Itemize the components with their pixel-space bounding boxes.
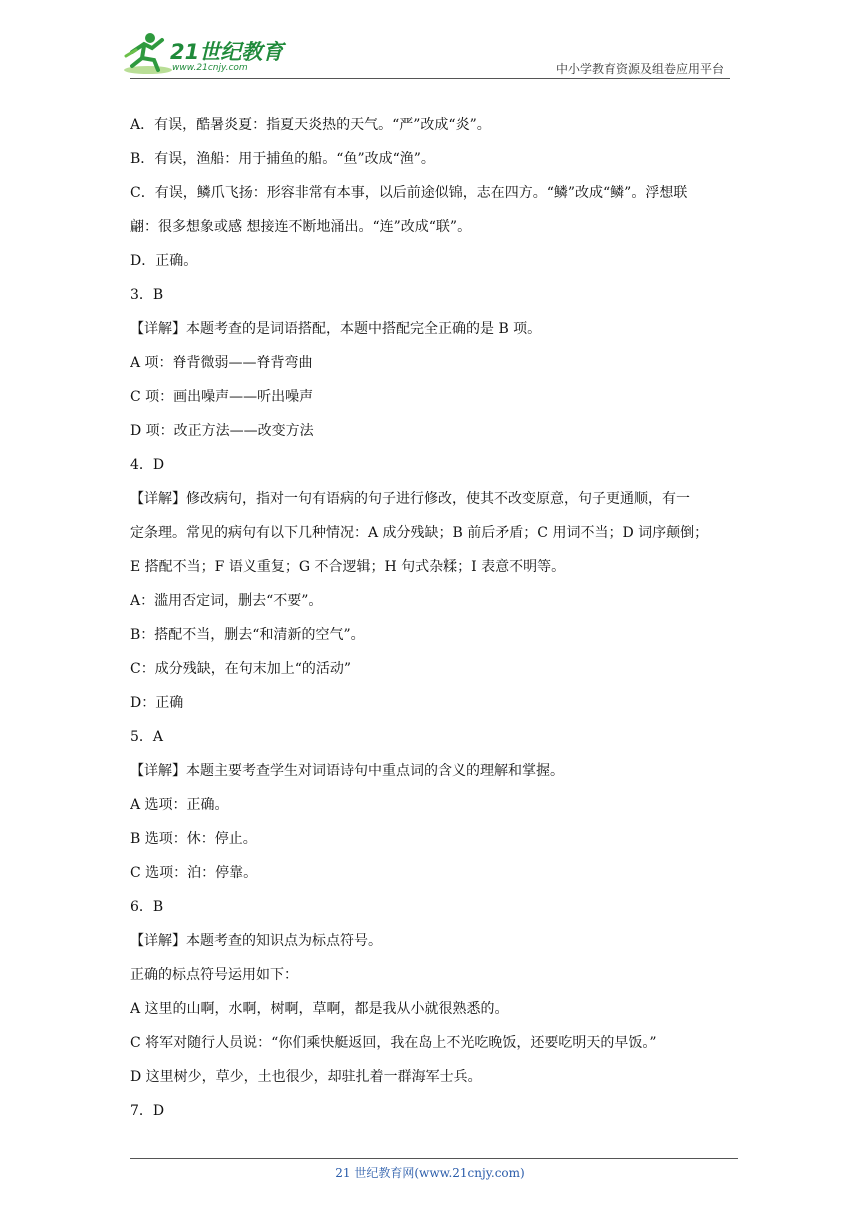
text-line: A 这里的山啊，水啊，树啊，草啊，都是我从小就很熟悉的。 xyxy=(130,1001,509,1017)
question-number: 3．B xyxy=(130,287,164,303)
site-logo xyxy=(122,30,292,78)
question-number: 6．B xyxy=(130,899,164,915)
text-line: 【详解】本题主要考查学生对词语诗句中重点词的含义的理解和掌握。 xyxy=(130,763,564,779)
text-line: E 搭配不当；F 语义重复；G 不合逻辑；H 句式杂糅；I 表意不明等。 xyxy=(130,559,566,575)
text-line: C．有误，鳞爪飞扬：形容非常有本事，以后前途似锦，志在四方。“鳞”改成“鳞”。浮想联 xyxy=(130,185,688,201)
text-line: 【详解】本题考查的是词语搭配，本题中搭配完全正确的是 B 项。 xyxy=(130,321,542,337)
text-line: 【详解】本题考查的知识点为标点符号。 xyxy=(130,933,382,949)
text-line: A：滥用否定词，删去“不要”。 xyxy=(130,593,323,609)
logo-url: www.21cnjy.com xyxy=(172,63,248,73)
header-divider xyxy=(130,78,730,79)
text-line: B．有误，渔船：用于捕鱼的船。“鱼”改成“渔”。 xyxy=(130,151,435,167)
text-line: D 项：改正方法——改变方法 xyxy=(130,423,314,439)
document-body xyxy=(130,108,732,1128)
text-line: B 选项：休：停止。 xyxy=(130,831,257,847)
footer-divider xyxy=(130,1158,738,1159)
text-line: 翩：很多想象或感 想接连不断地涌出。“连”改成“联”。 xyxy=(130,219,472,235)
text-line: 定条理。常见的病句有以下几种情况：A 成分残缺；B 前后矛盾；C 用词不当；D 词序颠倒； xyxy=(130,525,709,541)
question-number: 5．A xyxy=(130,729,164,745)
question-number: 4．D xyxy=(130,457,165,473)
text-line: C 项：画出噪声——听出噪声 xyxy=(130,389,314,405)
text-line: B：搭配不当，删去“和清新的空气”。 xyxy=(130,627,365,643)
text-line: A．有误，酷暑炎夏：指夏天炎热的天气。“严”改成“炎”。 xyxy=(130,117,491,133)
text-line: A 项：脊背微弱——脊背弯曲 xyxy=(130,355,313,371)
text-line: 【详解】修改病句，指对一句有语病的句子进行修改，使其不改变原意，句子更通顺，有一 xyxy=(130,491,690,507)
logo-wordmark: 21世纪教育 xyxy=(170,40,284,64)
text-line: C：成分残缺，在句末加上“的活动” xyxy=(130,661,352,677)
question-number: 7．D xyxy=(130,1103,165,1119)
page-header xyxy=(0,0,860,80)
text-line: D．正确。 xyxy=(130,253,198,269)
platform-tagline: 中小学教育资源及组卷应用平台 xyxy=(555,62,724,76)
text-line: C 选项：泊：停靠。 xyxy=(130,865,258,881)
text-line: 正确的标点符号运用如下： xyxy=(130,967,298,983)
text-line: C 将军对随行人员说：“你们乘快艇返回，我在岛上不光吃晚饭，还要吃明天的早饭。” xyxy=(130,1035,657,1051)
text-line: D 这里树少，草少，土也很少，却驻扎着一群海军士兵。 xyxy=(130,1069,482,1085)
runner-logo-icon xyxy=(122,30,172,78)
text-line: A 选项：正确。 xyxy=(130,797,229,813)
text-line: D：正确 xyxy=(130,695,184,711)
footer-link[interactable]: 21 世纪教育网(www.21cnjy.com) xyxy=(335,1166,525,1180)
